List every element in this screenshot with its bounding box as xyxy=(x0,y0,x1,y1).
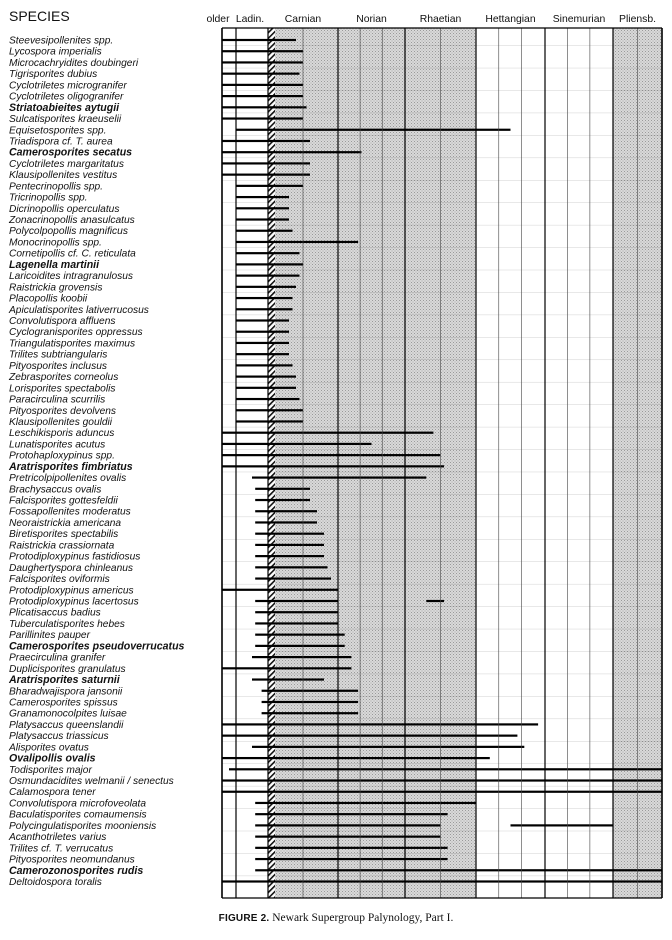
species-label: Equisetosporites spp. xyxy=(9,125,107,137)
species-label: Trilites cf. T. verrucatus xyxy=(9,843,114,855)
species-label: Platysaccus triassicus xyxy=(9,731,109,743)
range-bar xyxy=(236,364,293,366)
species-label: Baculatisporites comaumensis xyxy=(9,809,147,821)
range-bar xyxy=(222,140,310,142)
range-bar xyxy=(262,701,359,703)
range-bar xyxy=(236,129,511,131)
species-label: Platysaccus queenslandii xyxy=(9,719,124,731)
range-bar xyxy=(236,376,296,378)
range-bar xyxy=(236,409,303,411)
range-bar xyxy=(236,319,289,321)
range-bar xyxy=(222,779,662,781)
range-bar xyxy=(252,656,351,658)
species-label: Praecirculina granifer xyxy=(9,652,106,664)
stage-band-norian xyxy=(338,28,405,898)
species-label: Osmundacidites welmanii / senectus xyxy=(9,776,174,788)
species-label: Parillinites pauper xyxy=(9,630,90,642)
range-bar xyxy=(222,50,303,52)
species-label: Pretricolpipollenites ovalis xyxy=(9,473,127,485)
range-bar xyxy=(222,791,662,793)
species-label: Lunatisporites acutus xyxy=(9,439,106,451)
species-label: Pentecrinopollis spp. xyxy=(9,181,104,193)
figure-caption-text: Newark Supergroup Palynology, Part I. xyxy=(272,912,454,924)
species-label: Protodiploxypinus americus xyxy=(9,585,134,597)
species-label: Klausipollenites gouldii xyxy=(9,416,113,428)
species-label: Pityosporites neomundanus xyxy=(9,854,135,866)
species-label: Triadispora cf. T. aurea xyxy=(9,136,113,148)
range-bar xyxy=(222,162,310,164)
species-label: Klausipollenites vestitus xyxy=(9,170,118,182)
figure-caption xyxy=(0,912,672,924)
range-bar xyxy=(222,880,662,882)
species-label: Lycospora imperialis xyxy=(9,46,102,58)
species-label: Cyclotriletes margaritatus xyxy=(9,158,124,170)
range-bar xyxy=(236,297,293,299)
species-label: Camerosporites spissus xyxy=(9,697,118,709)
species-label: Fossapollenites moderatus xyxy=(9,506,131,518)
stage-label: older xyxy=(206,14,230,25)
species-label: Dicrinopollis operculatus xyxy=(9,203,120,215)
species-label: Polycingulatisporites mooniensis xyxy=(9,820,157,832)
species-label: Leschikisporis aduncus xyxy=(9,428,115,440)
range-bar xyxy=(236,331,289,333)
species-label: Laricoidites intragranulosus xyxy=(9,271,134,283)
species-label: Paracirculina scurrilis xyxy=(9,394,106,406)
range-bar xyxy=(255,566,327,568)
species-label: Camerosporites pseudoverrucatus xyxy=(9,640,185,653)
species-label: Convolutispora affluens xyxy=(9,316,116,327)
range-bar xyxy=(222,589,338,591)
species-label: Protohaploxypinus spp. xyxy=(9,450,115,462)
species-labels xyxy=(8,36,185,889)
species-label: Tricrinopollis spp. xyxy=(9,192,88,204)
range-bar xyxy=(236,286,296,288)
range-bar xyxy=(222,757,490,759)
species-label: Convolutispora microfoveolata xyxy=(9,798,147,810)
species-label: Granamonocolpites luisae xyxy=(9,708,127,720)
species-label: Daughertyspora chinleanus xyxy=(9,562,134,574)
range-bar xyxy=(222,443,372,445)
species-label: Lorisporites spectabolis xyxy=(9,383,116,395)
range-bar xyxy=(222,723,538,725)
range-bar xyxy=(511,824,614,826)
stage-label: Carnian xyxy=(284,14,322,25)
range-bar xyxy=(255,488,310,490)
species-label: Aratrisporites fimbriatus xyxy=(9,460,133,473)
species-label: Deltoidospora toralis xyxy=(9,877,102,888)
range-bar xyxy=(255,544,324,546)
species-label: Tigrisporites dubius xyxy=(9,69,98,81)
range-bar xyxy=(255,499,310,501)
species-label: Cornetipollis cf. C. reticulata xyxy=(9,248,136,260)
species-label: Placopollis koobii xyxy=(9,293,88,305)
range-bar xyxy=(255,858,447,860)
species-label: Trilites subtriangularis xyxy=(9,349,108,361)
species-label: Tuberculatisporites hebes xyxy=(9,618,125,630)
range-bar xyxy=(222,454,441,456)
range-bar xyxy=(255,869,662,871)
species-label: Falcisporites oviformis xyxy=(9,574,110,586)
range-bar xyxy=(229,768,662,770)
range-bar xyxy=(222,117,303,119)
range-bar xyxy=(222,667,351,669)
range-bar xyxy=(255,824,440,826)
species-label: Falcisporites gottesfeldii xyxy=(9,495,118,507)
species-label: Camerosporites secatus xyxy=(9,146,133,159)
species-label: Polycolpopollis magnificus xyxy=(9,226,128,238)
range-bar xyxy=(222,465,444,467)
range-bar xyxy=(255,577,331,579)
species-label: Striatoabieites aytugii xyxy=(9,101,120,114)
species-label: Duplicisporites granulatus xyxy=(9,663,126,675)
range-bar xyxy=(222,432,433,434)
species-column-title: SPECIES xyxy=(9,8,70,24)
species-label: Neoraistrickia americana xyxy=(9,517,122,529)
carnian-hatch-strip xyxy=(268,28,275,898)
range-bar xyxy=(236,342,289,344)
range-bar xyxy=(236,185,303,187)
species-label: Raistrickia grovensis xyxy=(9,282,103,294)
stage-bands xyxy=(268,28,662,898)
range-bar xyxy=(252,476,426,478)
range-bar xyxy=(255,836,440,838)
species-label: Aratrisporites saturnii xyxy=(9,674,120,687)
range-bar xyxy=(255,555,324,557)
stage-header xyxy=(9,8,656,25)
range-bar xyxy=(252,678,324,680)
range-bar xyxy=(222,95,303,97)
species-label: Zonacrinopollis anasulcatus xyxy=(9,215,135,227)
range-bar xyxy=(255,813,447,815)
range-bar xyxy=(236,196,289,198)
species-label: Protodiploxypinus lacertosus xyxy=(9,596,139,608)
species-label: Pityosporites inclusus xyxy=(9,360,107,372)
species-label: Calamospora tener xyxy=(9,787,96,799)
species-label: Ovalipollis ovalis xyxy=(9,752,96,765)
range-bar xyxy=(255,533,324,535)
figure-number: FIGURE 2. xyxy=(218,913,270,924)
species-label: Cyclotriletes microgranifer xyxy=(9,80,127,92)
range-bar xyxy=(236,308,293,310)
stage-label: Hettangian xyxy=(485,14,536,25)
species-label: Raistrickia crassiornata xyxy=(9,540,115,552)
range-bar xyxy=(426,600,444,602)
species-label: Plicatisaccus badius xyxy=(9,607,101,619)
species-label: Alisporites ovatus xyxy=(9,742,89,754)
range-bar xyxy=(222,61,303,63)
species-label: Apiculatisporites lativerrucosus xyxy=(9,304,149,316)
range-bar xyxy=(236,420,303,422)
species-label: Protodiploxypinus fastidiosus xyxy=(9,551,141,563)
range-bar xyxy=(222,84,303,86)
range-bar xyxy=(236,230,293,232)
range-bar xyxy=(255,510,317,512)
species-label: Zebrasporites corneolus xyxy=(9,372,119,384)
range-bar xyxy=(236,241,358,243)
range-bar xyxy=(222,39,296,41)
range-bar xyxy=(252,746,524,748)
range-bar xyxy=(262,712,359,714)
species-label: Steevesipollenites spp. xyxy=(9,35,114,47)
range-bar xyxy=(222,174,310,176)
species-label: Microcachryidites doubingeri xyxy=(9,57,139,69)
range-bar xyxy=(255,521,317,523)
range-bar xyxy=(255,645,345,647)
stage-label: Rhaetian xyxy=(419,14,462,25)
range-bar xyxy=(236,353,289,355)
species-label: Acanthotriletes varius xyxy=(9,832,107,844)
species-label: Cyclotriletes oligogranifer xyxy=(9,91,124,103)
species-label: Brachysaccus ovalis xyxy=(9,484,102,496)
range-bar xyxy=(236,207,289,209)
species-label: Cyclogranisporites oppressus xyxy=(9,327,143,339)
range-bar xyxy=(236,387,296,389)
range-bar xyxy=(236,218,289,220)
species-label: Todisporites major xyxy=(9,764,92,776)
species-label: Pityosporites devolvens xyxy=(9,405,117,417)
species-label: Monocrinopollis spp. xyxy=(9,237,102,249)
species-label: Lagenella martinii xyxy=(9,258,100,271)
stage-label: Ladin. xyxy=(235,14,265,25)
range-bar xyxy=(222,735,517,737)
range-bar xyxy=(255,847,447,849)
range-bar xyxy=(222,151,361,153)
species-label: Triangulatisporites maximus xyxy=(9,338,136,350)
range-bar xyxy=(222,106,307,108)
stage-label: Pliensb. xyxy=(619,14,656,25)
range-bar xyxy=(262,690,359,692)
species-label: Biretisporites spectabilis xyxy=(9,529,119,541)
range-bar xyxy=(222,73,300,75)
species-label: Camerozonosporites rudis xyxy=(9,864,144,877)
species-label: Bharadwajispora jansonii xyxy=(9,686,123,698)
species-label: Sulcatisporites kraeuselii xyxy=(9,114,122,126)
range-bar xyxy=(236,263,303,265)
stage-label: Sinemurian xyxy=(552,14,606,25)
range-bar xyxy=(255,802,476,804)
range-bar xyxy=(255,634,345,636)
stage-label: Norian xyxy=(356,14,387,25)
